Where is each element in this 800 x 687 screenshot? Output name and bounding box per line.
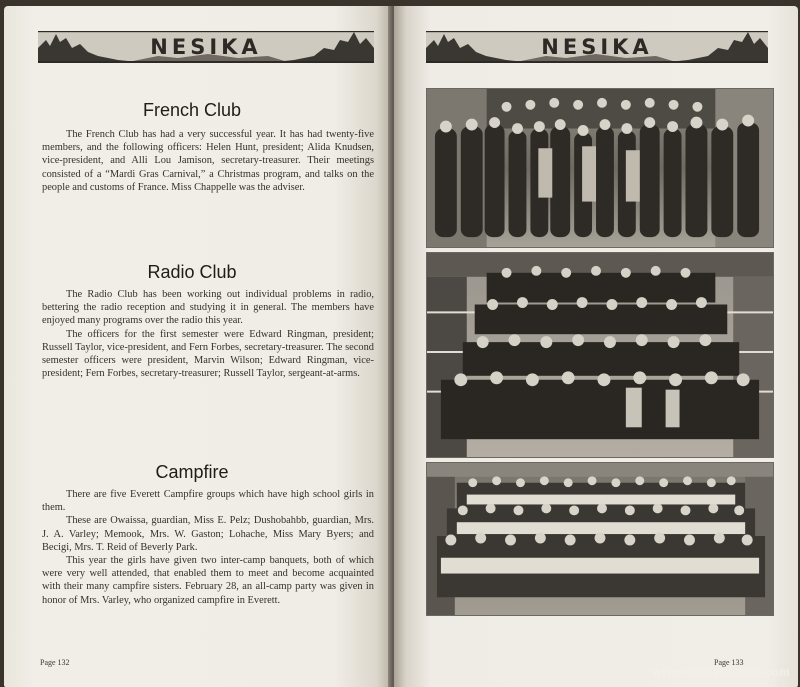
radio-club-paragraph: The officers for the first semester were Edward Ringman, president; Russell Taylor, vice-president, and Fern Forbes, secretary-treasurer. The second semester officers were president, Marvin Wilson; Edward Ringman, vice-president; Fern Forbes, secretary-treasurer; Russell Taylor, sergeant-at-arms. xyxy=(42,328,374,380)
header-title: NESIKA xyxy=(150,35,262,59)
campfire-paragraph: There are five Everett Campfire groups which have high school girls in them. xyxy=(42,489,374,514)
left-header-banner xyxy=(38,26,374,66)
radio-club-photo xyxy=(426,252,774,458)
right-page xyxy=(394,6,798,687)
radio-club-text xyxy=(42,288,374,380)
french-club-text xyxy=(42,128,374,194)
campfire-photo xyxy=(426,462,774,616)
right-page-number: Page 133 xyxy=(714,658,744,667)
header-title: NESIKA xyxy=(541,35,653,59)
right-header-banner xyxy=(426,26,768,66)
campfire-text xyxy=(42,488,374,607)
radio-club-paragraph: The Radio Club has been working out individual problems in radio, bettering the radio reception and studying it in general. The members have enjoyed many programs over the radio this year. xyxy=(42,289,374,327)
french-club-paragraph: The French Club has had a very successful year. It has had twenty-five members, and the following officers: Helen Hunt, president; Alida Knudsen, vice-president, and Alli Lou Jamison, secretary-treasurer. Their meetings consisted of a “Mardi Gras Carnival,” a Christmas program, and talks on the people and customs of France. Miss Chappelle was the adviser. xyxy=(42,129,374,193)
radio-club-title: Radio Club xyxy=(147,262,237,282)
left-page xyxy=(4,6,392,687)
french-club-photo xyxy=(426,88,774,248)
left-page-number: Page 132 xyxy=(40,658,70,667)
french-club-title: French Club xyxy=(142,100,242,120)
campfire-title: Campfire xyxy=(155,462,229,482)
campfire-paragraph: This year the girls have given two inter-camp banquets, both of which were very well attended, that enabled them to meet and become acquainted with their many campfire sisters. February 28, an all-camp party was given in honor of Mrs. Varley, who organized campfire in Everett. xyxy=(42,555,374,606)
watermark-text: www.thirdstbooks.com xyxy=(652,665,790,679)
campfire-paragraph: These are Owaissa, guardian, Miss E. Pelz; Dushobahbb, guardian, Mrs. J. A. Varley; Memook, Mrs. W. Gaston; Lohache, Miss Mary Byers; and Becigi, Mrs. T. Reid of Beverly Park. xyxy=(42,515,374,553)
